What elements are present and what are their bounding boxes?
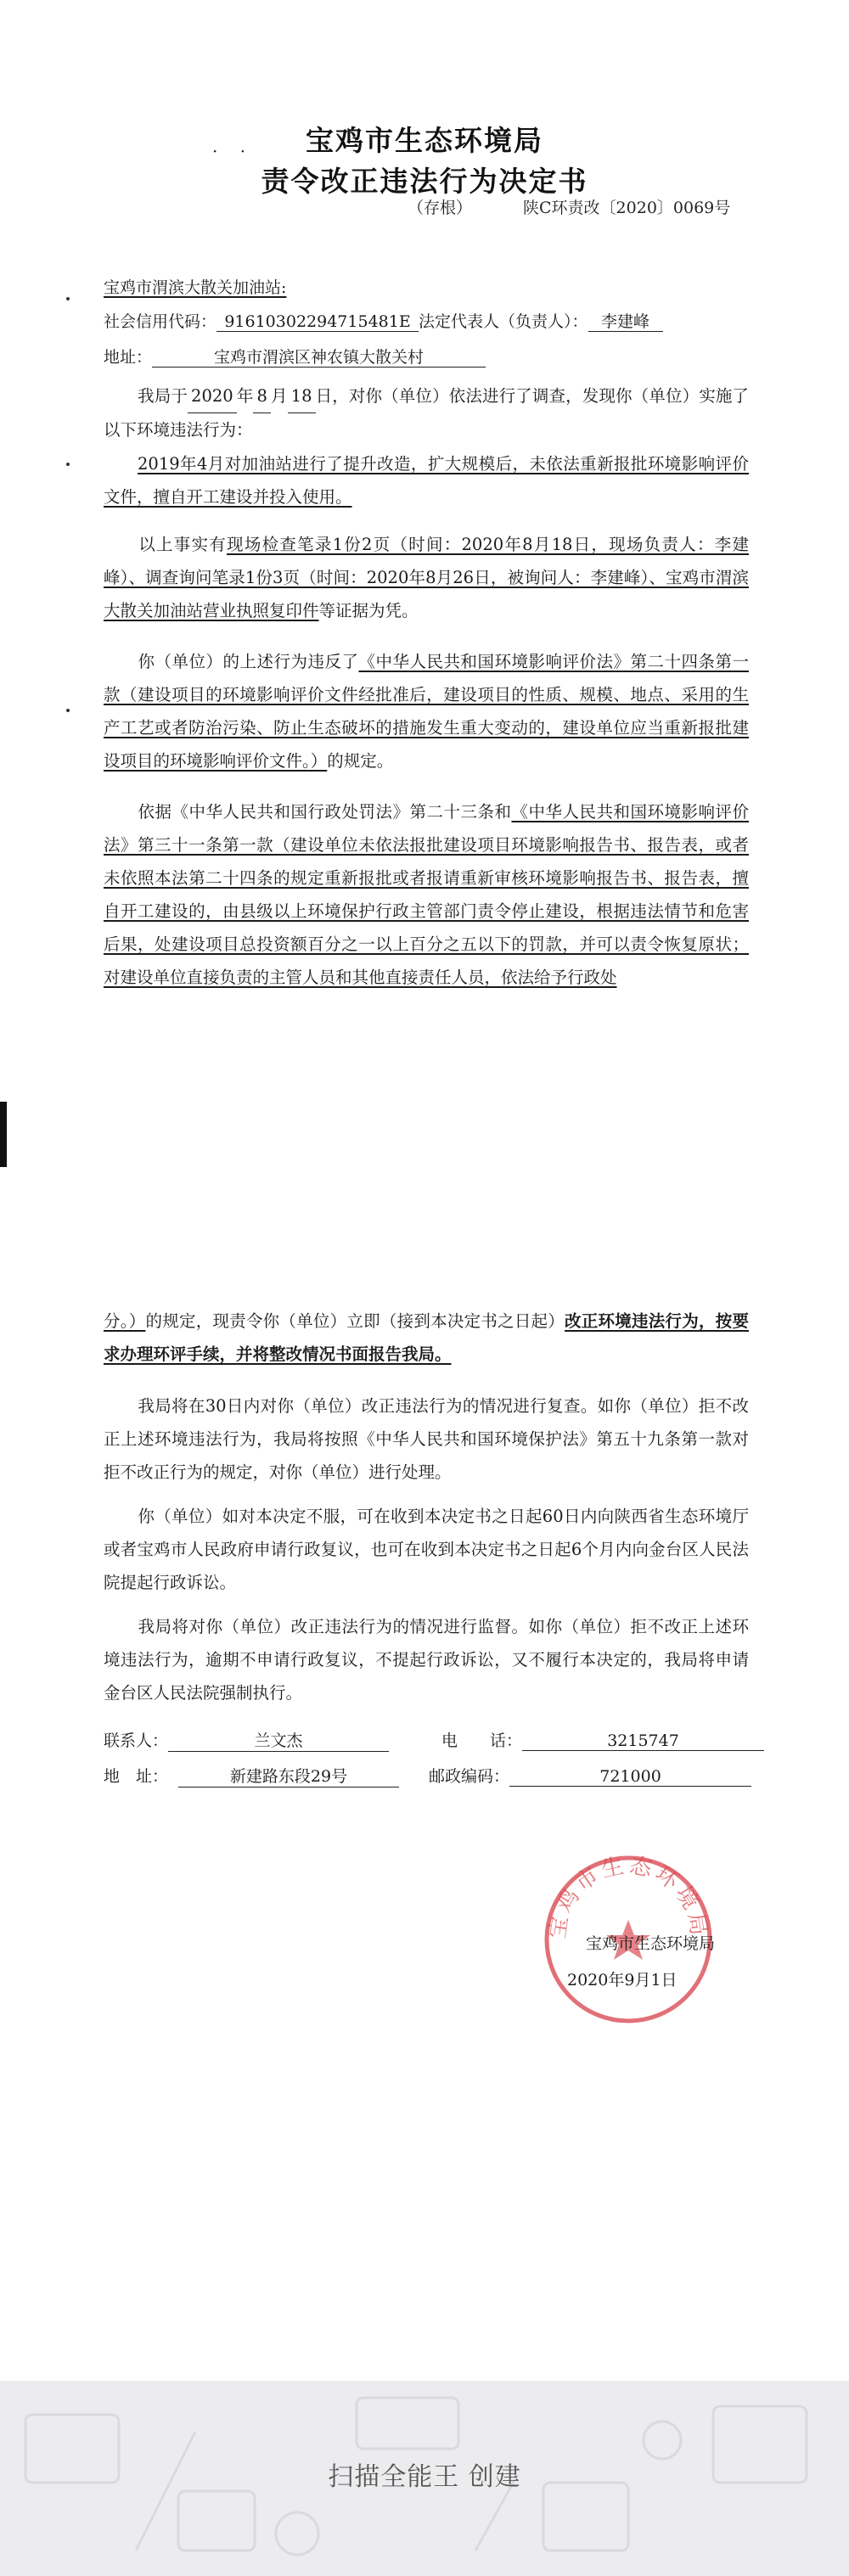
margin-mark bbox=[66, 297, 70, 300]
scanner-watermark-footer bbox=[0, 2381, 849, 2576]
contact-postcode: 721000 bbox=[509, 1767, 751, 1787]
evidence-paragraph: 以上事实有现场检查笔录1份2页（时间：2020年8月18日，现场负责人：李建峰）、调查询问笔录1份3页（时间：2020年8月26日，被询问人：李建峰）、宝鸡市渭滨大散关加油站营业执照复印件等证据为凭。 bbox=[104, 535, 749, 620]
violation-paragraph: 2019年4月对加油站进行了提升改造，扩大规模后，未依法重新报批环境影响评价文件，擅自开工建设并投入使用。 bbox=[104, 454, 749, 507]
address-value: 宝鸡市渭滨区神农镇大散关村 bbox=[152, 348, 486, 368]
supervision-paragraph: 我局将对你（单位）改正违法行为的情况进行监督。如你（单位）拒不改正上述环境违法行为，逾期不申请行政复议，不提起行政诉讼，又不履行本决定的，我局将申请金台区人民法院强制执行。 bbox=[104, 1617, 749, 1703]
document-page-2 bbox=[0, 1167, 849, 2381]
recipient-name: 宝鸡市渭滨大散关加油站: bbox=[104, 278, 287, 297]
contact-person: 兰文杰 bbox=[168, 1728, 389, 1752]
law-paragraph: 你（单位）的上述行为违反了《中华人民共和国环境影响评价法》第二十四条第一款（建设项目的环境影响评价文件经批准后，建设项目的性质、规模、地点、采用的生产工艺或者防治污染、防止生态破坏的措施发生重大变动的，建设单位应当重新报批建设项目的环境影响评价文件。）的规定。 bbox=[104, 652, 749, 771]
document-subtitle: 责令改正违法行为决定书 bbox=[261, 165, 588, 198]
document-number: 陕C环责改〔2020〕0069号 bbox=[523, 199, 731, 217]
contact-phone-line: 电 话： 3215747 bbox=[441, 1728, 764, 1751]
document-title: 宝鸡市生态环境局 bbox=[306, 124, 543, 157]
scanner-app-credit: 扫描全能王 创建 bbox=[328, 2462, 521, 2492]
order-paragraph: 分。）的规定，现责令你（单位）立即（接到本决定书之日起）改正环境违法行为，按要求办理环评手续，并将整改情况书面报告我局。 bbox=[104, 1311, 749, 1364]
address-line: 地址： 宝鸡市渭滨区神农镇大散关村 bbox=[104, 348, 486, 368]
legal-rep-value: 李建峰 bbox=[588, 312, 663, 332]
credit-code-value: 91610302294715481E bbox=[216, 312, 419, 332]
signing-date: 2020年9月1日 bbox=[567, 1971, 678, 1990]
contact-phone: 3215747 bbox=[522, 1731, 764, 1751]
margin-mark bbox=[66, 463, 70, 466]
credit-code-line: 社会信用代码： 91610302294715481E 法定代表人（负责人）： 李建峰 bbox=[104, 312, 663, 332]
contact-address-line: 地 址： 新建路东段29号 bbox=[104, 1764, 399, 1787]
investigation-paragraph: 我局于 2020 年 8 月 18 日，对你（单位）依法进行了调查，发现你（单位）实施了以下环境违法行为： bbox=[104, 379, 749, 446]
contact-person-line: 联系人： 兰文杰 bbox=[104, 1728, 389, 1752]
contact-postcode-line: 邮政编码： 721000 bbox=[429, 1764, 751, 1787]
contact-address: 新建路东段29号 bbox=[178, 1764, 399, 1787]
appeal-paragraph: 你（单位）如对本决定不服，可在收到本决定书之日起60日内向陕西省生态环境厅或者宝鸡市人民政府申请行政复议，也可在收到本决定书之日起6个月内向金台区人民法院提起行政诉讼。 bbox=[104, 1507, 749, 1592]
scan-edge-left bbox=[0, 1102, 7, 1167]
svg-text:宝鸡市生态环境局: 宝鸡市生态环境局 bbox=[544, 1852, 712, 1940]
margin-mark bbox=[66, 709, 70, 712]
signing-organization: 宝鸡市生态环境局 bbox=[586, 1934, 716, 1953]
document-number-line bbox=[408, 195, 730, 218]
decorative-dots: · · bbox=[212, 141, 255, 161]
review-paragraph: 我局将在30日内对你（单位）改正违法行为的情况进行复查。如你（单位）拒不改正上述环境违法行为，我局将按照《中华人民共和国环境保护法》第五十九条第一款对拒不改正行为的规定，对你（单位）进行处理。 bbox=[104, 1396, 749, 1482]
copy-label: （存根） bbox=[408, 199, 473, 217]
basis-paragraph: 依据《中华人民共和国行政处罚法》第二十三条和《中华人民共和国环境影响评价法》第三十一条第一款（建设单位未依法报批建设项目环境影响报告书、报告表，或者未依照本法第二十四条的规定重新报批或者报请重新审核环境影响报告书、报告表，擅自开工建设的，由县级以上环境保护行政主管部门责令停止建设，根据违法情节和危害后果，处建设项目总投资额百分之一以上百分之五以下的罚款，并可以责令恢复原状；对建设单位直接负责的主管人员和其他直接责任人员，依法给予行政处 bbox=[104, 802, 749, 987]
document-page-1 bbox=[0, 0, 849, 1167]
